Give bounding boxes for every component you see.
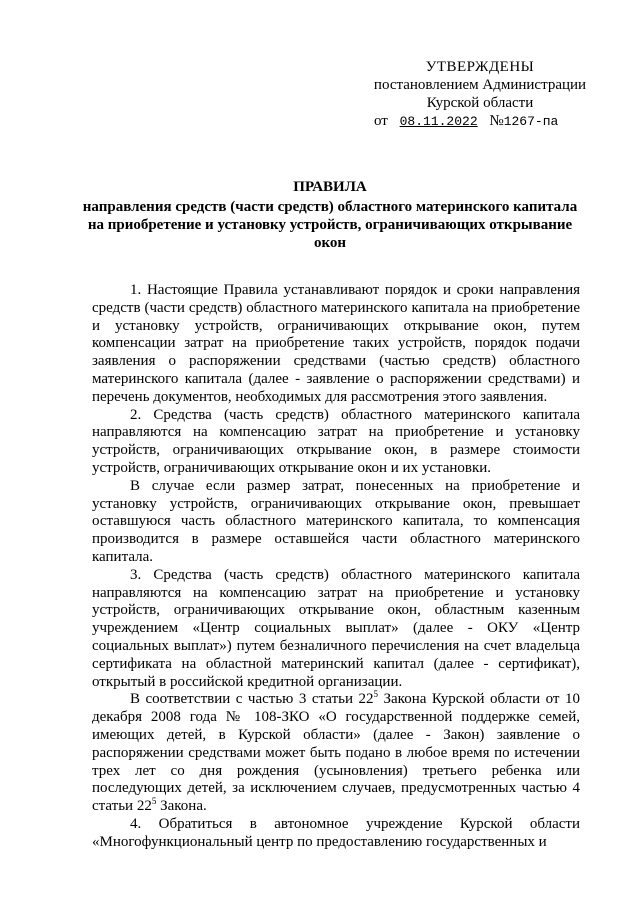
paragraph-5-part-b: Закона Курской области от 10 декабря 2008 года № 108-ЗКО «О государственной поддержке семей, имеющих детей, в Курской области» (далее - Закон) заявление о распоряжении средствами может быть подано в любое время по истечении трех лет со дня рождения (усыновления) третьего ребенка или последующих детей, за исключением случаев, предусмотренных частью 4 статьи 22 — [92, 691, 580, 815]
paragraph-5 — [92, 691, 580, 816]
approval-line-2: Курской области — [426, 95, 534, 111]
document-heading — [80, 178, 580, 252]
approval-title: УТВЕРЖДЕНЫ — [425, 59, 535, 75]
superscript-1: 5 — [373, 689, 378, 700]
paragraph-5-part-c: Закона. — [156, 798, 207, 815]
document-body — [92, 282, 580, 852]
paragraph-2: 2. Средства (часть средств) областного материнского капитала направляются на компенсацию затрат на приобретение и установку устройств, ограничивающих открывание окон, в размере стоимости устройств, ограничивающих открывание окон и их установки. — [92, 406, 580, 476]
paragraph-1: 1. Настоящие Правила устанавливают порядок и сроки направления средств (части средств) областного материнского капитала на приобретение и установку устройств, ограничивающих открывание окон, путем компенсации затрат на приобретение таких устройств, порядок подачи заявления о распоряжении средствами (частью средств) областного материнского капитала (далее - заявление о распоряжении средствами) и перечень документов, необходимых для рассмотрения этого заявления. — [92, 282, 580, 405]
paragraph-4: 3. Средства (часть средств) областного материнского капитала направляются на компенсацию затрат на приобретение и установку устройств, ограничивающих открывание окон, областным казенным учреждением «Центр социальных выплат» (далее - ОКУ «Центр социальных выплат») путем безналичного перечисления на счет владельца сертификата на областной материнский капитал (далее - сертификат), открытый в российской кредитной организации. — [92, 566, 580, 690]
document-subtitle: направления средств (части средств) областного материнского капитала на приобретение и установку устройств, ограничивающих открывание окон — [82, 199, 578, 251]
paragraph-5-part-a: В соответствии с частью 3 статьи 22 — [130, 691, 374, 708]
approval-date-prefix: от — [374, 113, 388, 129]
approval-date: 08.11.2022 — [399, 114, 478, 129]
approval-number-prefix: № — [489, 113, 504, 129]
document-title: ПРАВИЛА — [293, 179, 367, 195]
approval-line-1: постановлением Администрации — [373, 77, 587, 93]
approval-stamp — [360, 58, 600, 131]
approval-number: 1267-па — [503, 114, 559, 129]
paragraph-6: 4. Обратиться в автономное учреждение Курской области «Многофункциональный центр по предоставлению государственных и — [92, 815, 580, 850]
paragraph-3: В случае если размер затрат, понесенных на приобретение и установку устройств, ограничивающих открывание окон, превышает оставшуюся часть областного материнского капитала, то компенсация производится в размере оставшейся части областного материнского капитала. — [92, 477, 580, 565]
superscript-2: 5 — [151, 796, 157, 807]
approval-date-line — [360, 112, 600, 131]
